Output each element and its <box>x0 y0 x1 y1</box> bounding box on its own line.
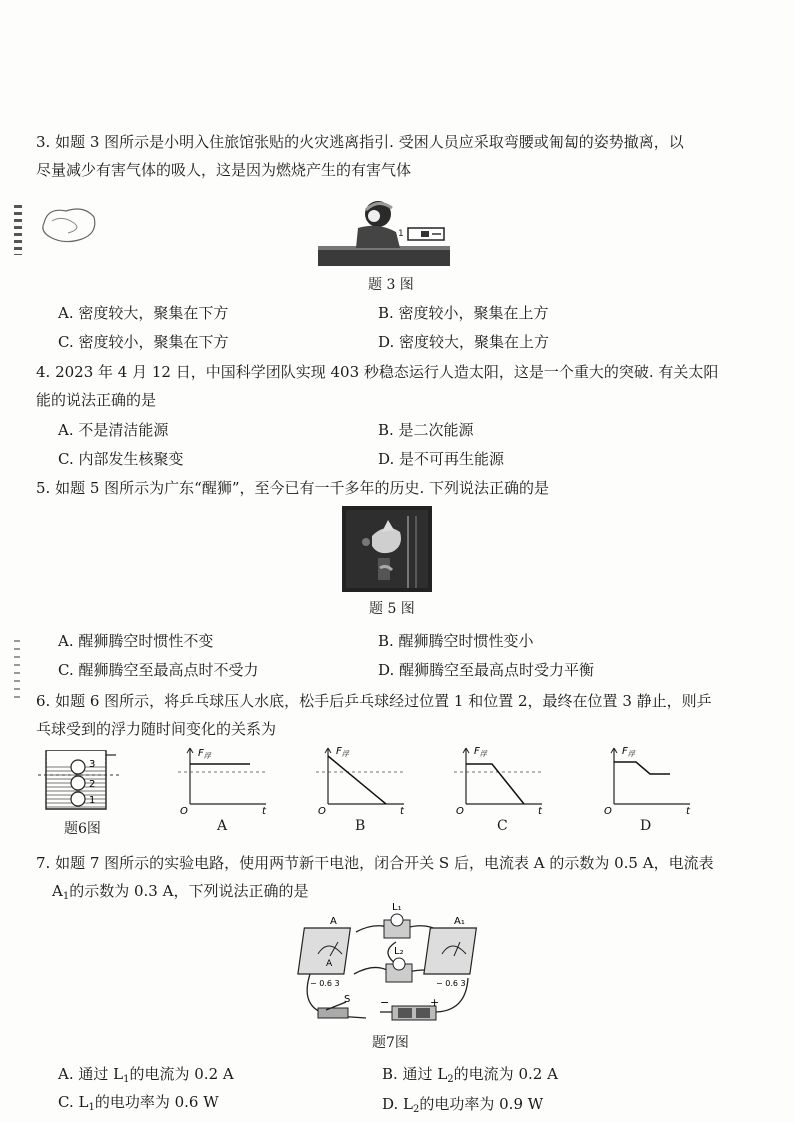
axis-f-sub: 浮 <box>341 750 349 758</box>
beaker-position-2: 2 <box>89 779 96 790</box>
q6-graph-b[interactable] <box>310 742 410 814</box>
q3-figure-caption: 题 3 图 <box>368 277 414 293</box>
axis-t-label: t <box>262 806 266 814</box>
axis-f-sub: 浮 <box>627 750 635 758</box>
origin-label: O <box>456 806 464 814</box>
margin-mark <box>14 205 22 255</box>
q7-text-ammeter: A <box>52 882 63 900</box>
q7-text-line2-rest: 的示数为 0.3 A，下列说法正确的是 <box>69 882 309 900</box>
q7-text-line1: 7. 如题 7 图所示的实验电路，使用两节新干电池，闭合开关 S 后，电流表 A 的示数为 0.5 A，电流表 <box>36 854 714 872</box>
fire-escape-figure <box>318 198 450 268</box>
margin-scribble <box>38 203 100 245</box>
circuit-lamp-l1-label: L₁ <box>392 902 402 913</box>
q3-option-b[interactable]: B. 密度较小，聚集在上方 <box>378 304 549 322</box>
axis-f-sub: 浮 <box>203 752 211 760</box>
circuit-ammeter-a-scale: − 0.6 3 <box>310 979 340 988</box>
q6-graph-b-label: B <box>355 818 366 834</box>
q4-option-a[interactable]: A. 不是清洁能源 <box>58 421 169 439</box>
q7-figure-caption: 题7图 <box>372 1035 409 1051</box>
q5-figure-caption: 题 5 图 <box>369 601 415 617</box>
q7-text-ammeter-sub: 1 <box>62 891 70 902</box>
beaker-figure <box>36 745 126 813</box>
svg-text:F浮 <box>622 746 636 758</box>
svg-text:F浮 <box>336 746 350 758</box>
svg-text:1: 1 <box>398 229 404 239</box>
q6-graph-d-label: D <box>640 818 652 834</box>
circuit-switch-label: S <box>344 994 351 1005</box>
circuit-ammeter-a1-label: A₁ <box>454 916 465 927</box>
lion-dance-photo <box>342 506 432 592</box>
q6-graph-c[interactable] <box>448 742 548 814</box>
q4-option-b[interactable]: B. 是二次能源 <box>378 421 474 439</box>
q6-text-line1: 6. 如题 6 图所示，将乒乓球压人水底，松手后乒乓球经过位置 1 和位置 2，最终在位置 3 静止，则乒 <box>36 692 712 710</box>
circuit-battery-minus: − <box>380 996 390 1009</box>
svg-text:F浮 <box>474 746 488 758</box>
q6-graph-c-label: C <box>497 818 508 834</box>
q6-text-line2: 乓球受到的浮力随时间变化的关系为 <box>36 720 277 738</box>
svg-text:F浮 <box>198 748 212 760</box>
q3-text-line2: 尽量减少有害气体的吸人，这是因为燃烧产生的有害气体 <box>36 161 412 179</box>
q5-option-d[interactable]: D. 醒狮腾空至最高点时受力平衡 <box>378 661 595 679</box>
beaker-position-1: 1 <box>89 795 96 806</box>
axis-f-label: F <box>622 746 628 757</box>
q4-text-line1: 4. 2023 年 4 月 12 日，中国科学团队实现 403 秒稳态运行人造太阳，这是一个重大的突破. 有关太阳 <box>36 363 719 381</box>
origin-label: O <box>180 806 188 814</box>
q5-option-a[interactable]: A. 醒狮腾空时惯性不变 <box>58 632 214 650</box>
circuit-ammeter-a-label: A <box>330 916 337 927</box>
circuit-battery-plus: + <box>430 996 440 1009</box>
origin-label: O <box>318 806 326 814</box>
circuit-ammeter-a-inner-label: A <box>326 959 333 969</box>
origin-label: O <box>604 806 612 814</box>
q7-option-c[interactable]: C. $L_1$的电功率为 0.6 W <box>58 1093 219 1113</box>
q7-option-a[interactable]: A. 通过 $L_1$的电流为 0.2 A <box>58 1065 234 1085</box>
q5-text-line1: 5. 如题 5 图所示为广东“醒狮”，至今已有一千多年的历史. 下列说法正确的是 <box>36 479 550 497</box>
q7-option-d[interactable]: D. $L_2$的电功率为 0.9 W <box>382 1095 544 1115</box>
q4-text-line2: 能的说法正确的是 <box>36 391 157 409</box>
axis-t-label: t <box>400 806 404 814</box>
q5-option-b[interactable]: B. 醒狮腾空时惯性变小 <box>378 632 534 650</box>
q4-option-d[interactable]: D. 是不可再生能源 <box>378 450 505 468</box>
q3-option-a[interactable]: A. 密度较大，聚集在下方 <box>58 304 229 322</box>
q7-text-line2 <box>52 881 308 907</box>
q5-option-c[interactable]: C. 醒狮腾空至最高点时不受力 <box>58 661 259 679</box>
q7-option-b[interactable]: B. 通过 $L_2$的电流为 0.2 A <box>382 1065 558 1085</box>
q4-option-c[interactable]: C. 内部发生核聚变 <box>58 450 184 468</box>
circuit-lamp-l2-label: L₂ <box>394 946 404 957</box>
axis-t-label: t <box>686 806 690 814</box>
q3-option-d[interactable]: D. 密度较大，聚集在上方 <box>378 333 550 351</box>
axis-f-sub: 浮 <box>479 750 487 758</box>
axis-t-label: t <box>538 806 542 814</box>
beaker-position-3: 3 <box>89 759 96 770</box>
margin-mark <box>14 640 20 700</box>
q6-figure-caption: 题6图 <box>64 821 101 837</box>
q3-text-line1: 3. 如题 3 图所示是小明入住旅馆张贴的火灾逃离指引. 受困人员应采取弯腰或匍匐的姿势撤离，以 <box>36 133 684 151</box>
q6-graph-a[interactable] <box>172 742 272 814</box>
q6-graph-a-label: A <box>217 818 228 834</box>
axis-f-label: F <box>336 746 342 757</box>
q3-option-c[interactable]: C. 密度较小，聚集在下方 <box>58 333 229 351</box>
axis-f-label: F <box>198 748 204 759</box>
q6-graph-d[interactable] <box>596 742 696 814</box>
axis-f-label: F <box>474 746 480 757</box>
circuit-ammeter-a1-scale: − 0.6 3 <box>436 979 466 988</box>
circuit-figure <box>296 902 486 1026</box>
